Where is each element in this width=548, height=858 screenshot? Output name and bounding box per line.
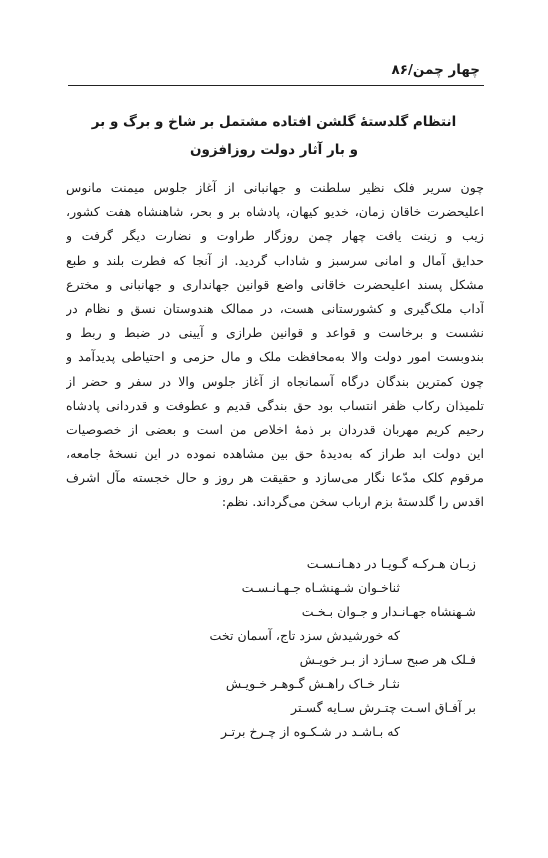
verse-line: که خورشیدش سزد تاج، آسمان تخت bbox=[209, 628, 400, 643]
body-line: زیب و زینت یافت چهار چمن روزگار طراوت و نضارت دیگر گرفت و bbox=[66, 228, 484, 244]
verse-line: بر آفـاق اسـت چتـرش سـایه گسـتر bbox=[291, 700, 476, 715]
section-title-line-2: و بار آثار دولت روزافزون bbox=[189, 142, 359, 158]
header-rule bbox=[68, 85, 484, 86]
body-line: مشکل پسند اعلیحضرت خاقانی واضع قوانین جهانداری و جهانبانی و مخترع bbox=[66, 276, 484, 292]
body-line: این دولت ابد طراز که به‌دیدهٔ حق بین مشاهده نموده در این نسخهٔ جامعه، bbox=[66, 446, 484, 462]
body-line: اعلیحضرت خاقان زمان، خدیو کیهان، پادشاه بر و بحر، شاهنشاه هفت کشور، bbox=[66, 204, 484, 220]
verse-line: نثـار خـاک راهـش گـوهـر خـویـش bbox=[225, 676, 400, 691]
body-line: چون سریر فلک نظیر سلطنت و جهانبانی از آغاز جلوس میمنت مانوس bbox=[66, 180, 484, 195]
body-paragraph bbox=[66, 176, 484, 515]
body-line: نشست و برخاست و قواعد و قوانین طرازی و آیینی در ضبط و ربط و bbox=[66, 325, 484, 341]
section-title bbox=[64, 108, 484, 164]
body-line: رحیم کریم مهربان قدردان بر ذمهٔ اخلاص من است و بعضی از خصوصیات bbox=[66, 421, 484, 437]
body-line: چون کمترین بندگان درگاه آسمانجاه از آغاز جلوس والا در سفر و حضر از bbox=[66, 373, 484, 389]
verse-line: زبـان هـرکـه گـویـا در دهـانـسـت bbox=[306, 556, 476, 571]
body-line: مرقوم کلک مدّعا نگار می‌سازد و حقیقت هر روز و حال خجسته مآل اشرف bbox=[66, 470, 484, 486]
section-title-line-1: انتظام گلدستهٔ گلشن افتاده مشتمل بر شاخ و برگ و بر bbox=[91, 114, 457, 130]
body-line: اقدس را گلدستهٔ بزم ارباب سخن می‌گرداند. نظم: bbox=[221, 494, 484, 510]
verse-line: که بـاشـد در شـکـوه از چـرخ برتـر bbox=[220, 724, 400, 739]
verse-line: ثناخـوان شـهنشـاه جـهـانـسـت bbox=[241, 580, 400, 595]
verse-line: فـلک هر صبح سـازد از بـر خویـش bbox=[299, 652, 476, 667]
running-header: چهار چمن/۸۶ bbox=[391, 62, 480, 78]
body-line: حدایق آمال و امانی سرسبز و شاداب گردید. از آنجا که فطرت بلند و طبع bbox=[66, 252, 484, 268]
body-line: بندوبست امور دولت والا به‌محافظت ملک و مال حزمی و احتیاطی پدیدآمد و bbox=[66, 349, 484, 365]
body-line: تلمیذان رکاب ظفر انتساب بود حق بندگی قدیم و عطوفت و قدردانی پادشاه bbox=[66, 397, 484, 413]
body-line: آداب ملک‌گیری و کشورستانی هست، در ممالک هندوستان نسق و نظام در bbox=[66, 300, 484, 316]
verse-line: شـهنشاه جهـانـدار و جـوان بـخـت bbox=[301, 604, 476, 619]
